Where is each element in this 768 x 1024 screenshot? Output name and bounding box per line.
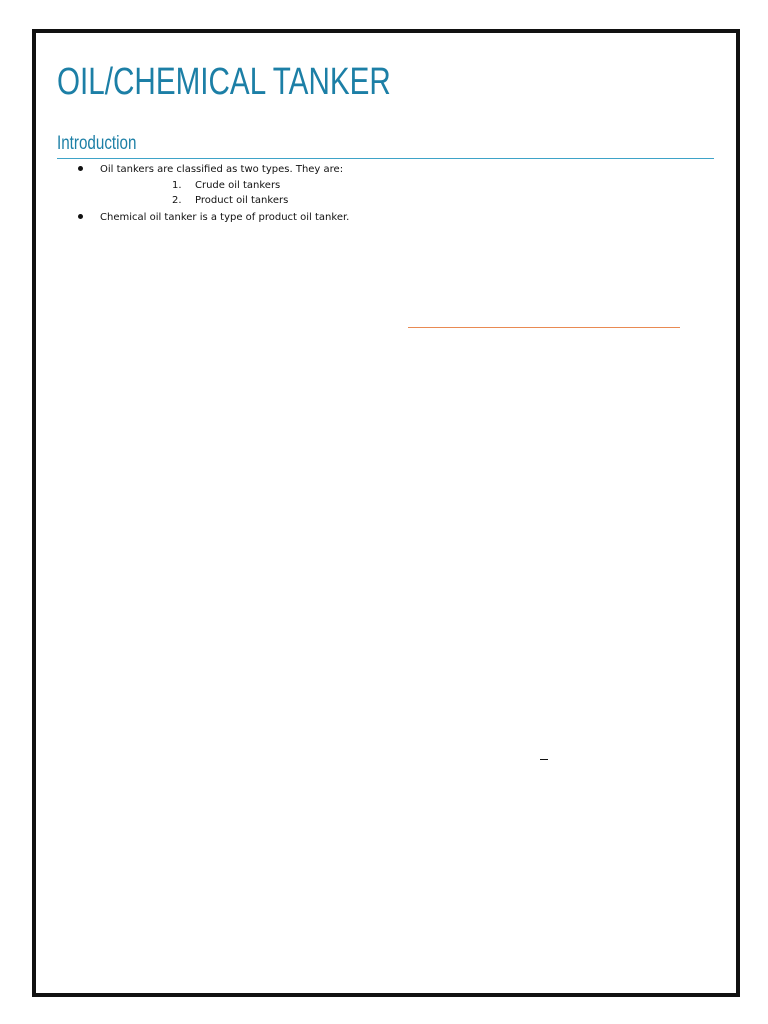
numbered-item (172, 194, 288, 208)
dash-mark (540, 759, 548, 760)
numbered-item-text: Crude oil tankers (195, 180, 281, 191)
page-bottom-rule (32, 993, 740, 994)
numbered-item (172, 179, 280, 193)
bullet-icon (78, 214, 83, 219)
section-heading-introduction: Introduction (57, 133, 137, 154)
bullet-item (78, 163, 343, 177)
bullet-text: Chemical oil tanker is a type of product oil tanker. (100, 212, 350, 223)
bullet-text: Oil tankers are classified as two types. They are: (100, 164, 344, 175)
accent-rule (408, 327, 680, 328)
numbered-item-text: Product oil tankers (195, 195, 289, 206)
heading-underline (57, 158, 714, 159)
document-title: OIL/CHEMICAL TANKER (57, 61, 391, 103)
numbered-item-marker: 2. (172, 195, 182, 206)
numbered-item-marker: 1. (172, 180, 182, 191)
bullet-item (78, 211, 349, 225)
bullet-icon (78, 166, 83, 171)
